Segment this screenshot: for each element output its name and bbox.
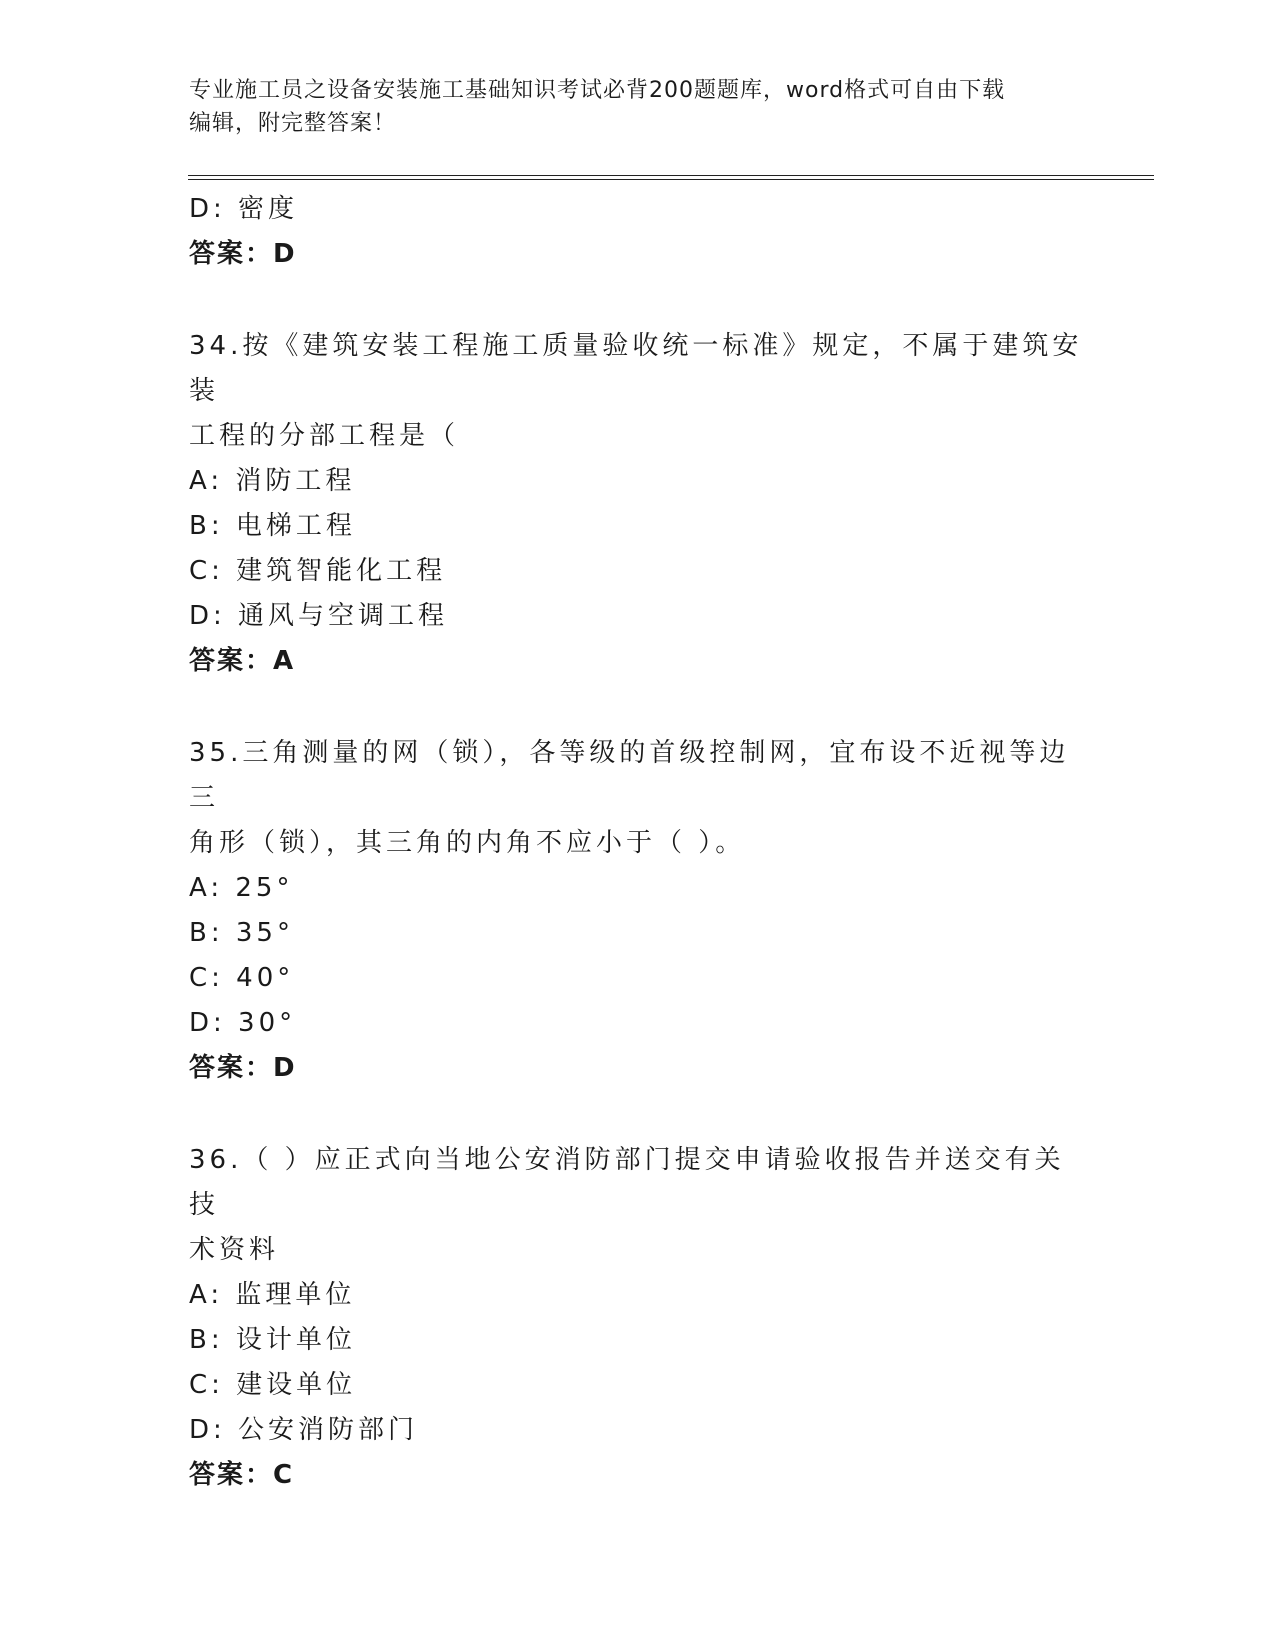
option-b: B: 电梯工程 (189, 511, 356, 541)
option-c: C: 建设单位 (189, 1370, 357, 1400)
option-c: C: 40° (189, 963, 295, 993)
spacer (189, 1091, 1089, 1138)
option-a: A: 监理单位 (189, 1280, 356, 1310)
question-text-line-1: 34.按《建筑安装工程施工质量验收统一标准》规定，不属于建筑安装 (189, 331, 1083, 406)
option-d: D: 通风与空调工程 (189, 601, 449, 631)
header-line-1: 专业施工员之设备安装施工基础知识考试必背200题题库，word格式可自由下载 (189, 78, 1006, 103)
spacer (189, 684, 1089, 731)
option-a: A: 25° (189, 873, 294, 903)
header-rule-top (188, 175, 1154, 176)
question-text-line-1: 35.三角测量的网（锁），各等级的首级控制网，宜布设不近视等边三 (189, 738, 1070, 813)
header-rule-bottom (188, 179, 1154, 180)
question-list (189, 187, 1089, 1498)
question-text-line-1: 36.（ ）应正式向当地公安消防部门提交申请验收报告并送交有关技 (189, 1145, 1065, 1220)
spacer (189, 277, 1089, 324)
option-d: D: 公安消防部门 (189, 1415, 419, 1445)
question-text-line-2: 术资料 (189, 1235, 280, 1265)
question-text-line-2: 工程的分部工程是（ (189, 421, 460, 451)
option-a: A: 消防工程 (189, 466, 356, 496)
previous-question-fragment (189, 187, 1089, 277)
question-36 (189, 1138, 1089, 1498)
answer-line: 答案：C (189, 1460, 295, 1490)
answer-line: 答案：D (189, 1053, 297, 1083)
answer-line: 答案：A (189, 646, 296, 676)
answer-line: 答案：D (189, 239, 297, 269)
question-35 (189, 731, 1089, 1091)
question-34 (189, 324, 1089, 684)
page-header (189, 74, 1089, 140)
header-line-2: 编辑，附完整答案！ (189, 111, 397, 136)
option-c: C: 建筑智能化工程 (189, 556, 447, 586)
question-text-line-2: 角形（锁），其三角的内角不应小于（ ）。 (189, 828, 746, 858)
option-d: D: 30° (189, 1008, 297, 1038)
option-d: D: 密度 (189, 194, 299, 224)
option-b: B: 设计单位 (189, 1325, 356, 1355)
option-b: B: 35° (189, 918, 294, 948)
